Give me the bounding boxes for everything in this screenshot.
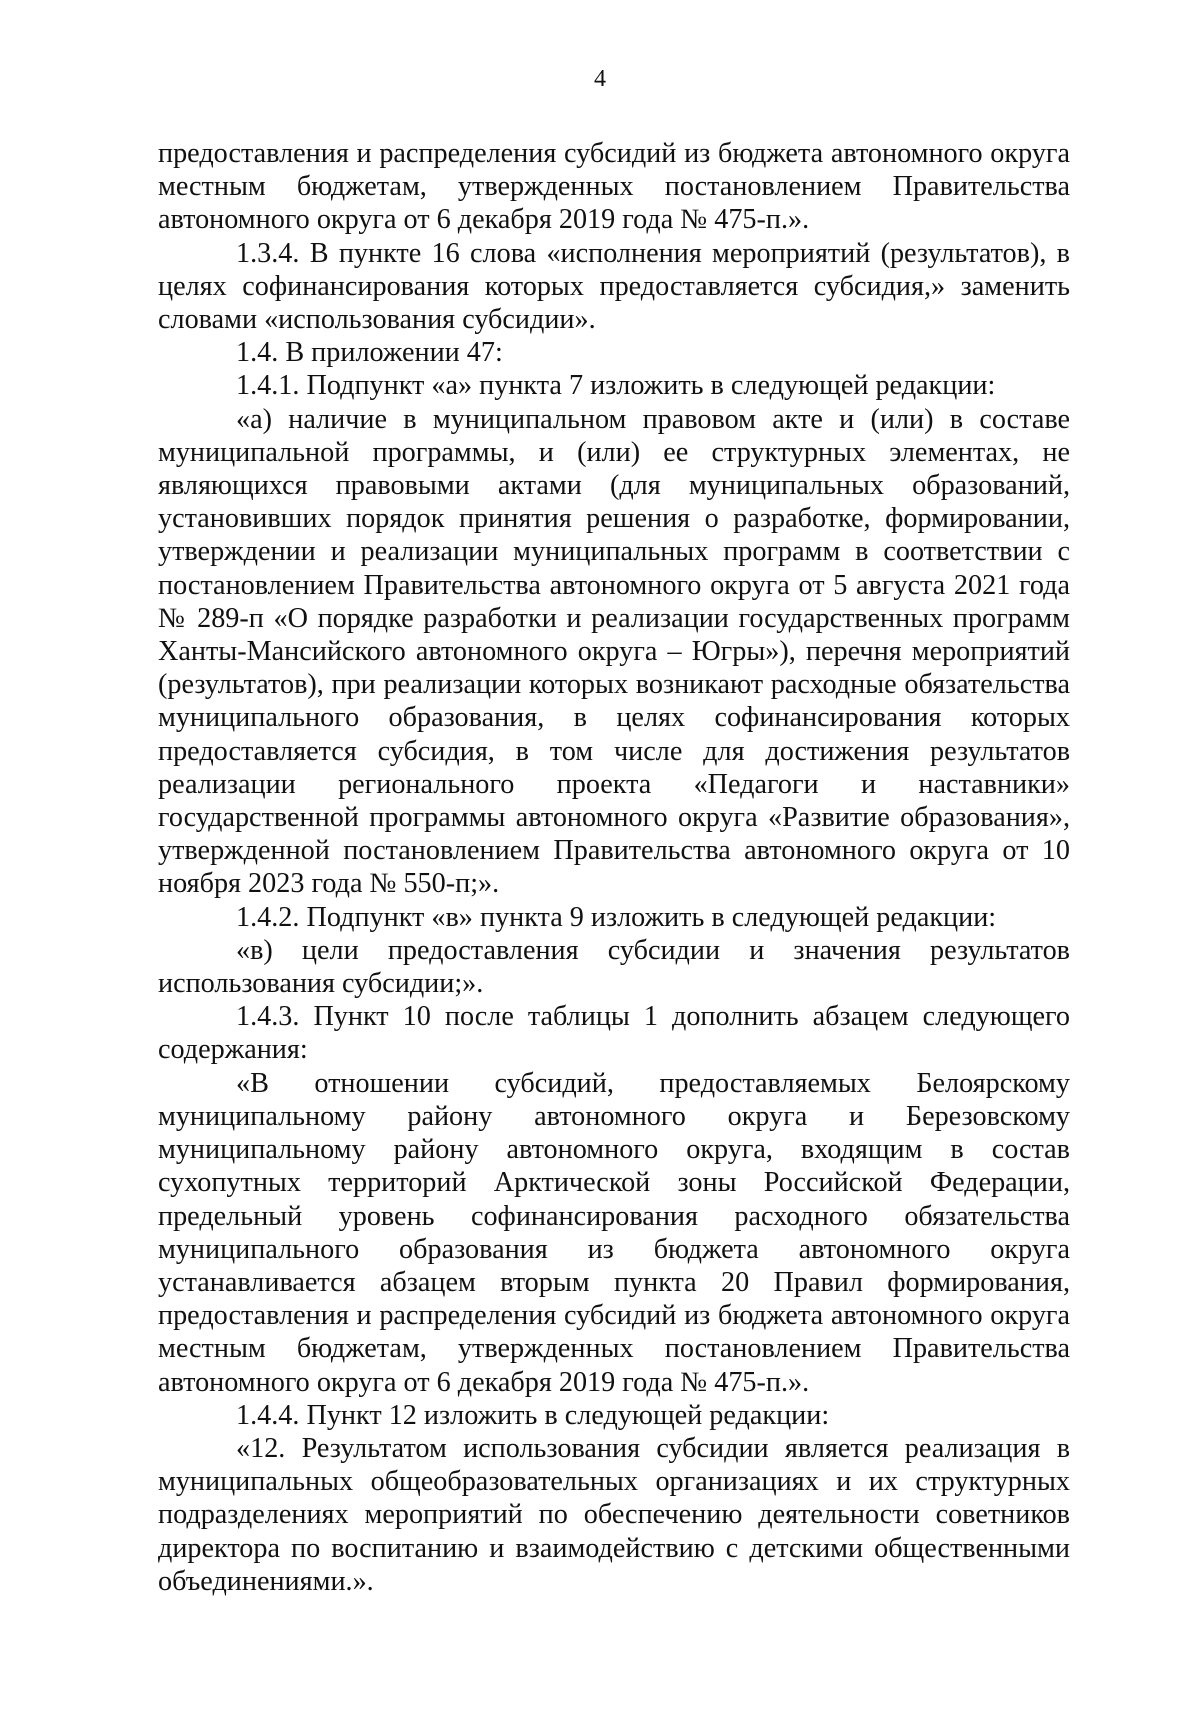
paragraph-1-4-1: 1.4.1. Подпункт «а» пункта 7 изложить в следующей редакции: (236, 370, 996, 402)
paragraph-continuation: предоставления и распределения субсидий из бюджета автономного округа местным бюджетам, утвержденных постановлением Правительства автономного округа от 6 декабря 2019 года № 475-п.». (158, 138, 1070, 236)
page-number: 4 (594, 66, 606, 92)
paragraph-point-12: «12. Результатом использования субсидии является реализация в муниципальных общеобразовательных организациях и их структурных подразделениях мероприятий по обеспечению деятельности советников директора по воспитанию и взаимодействию с детскими общественными объединениями.». (158, 1432, 1070, 1597)
paragraph-subpoint-v: «в) цели предоставления субсидии и значения результатов использования субсидии;». (158, 934, 1070, 1000)
paragraph-subpoint-a: «а) наличие в муниципальном правовом акте и (или) в составе муниципальной программы, и (или) ее структурных элементах, не являющихся правовыми актами (для муниципальных образований, установивших порядок принятия решения о разработке, формировании, утверждении и реализации муниципальных программ в соответствии с постановлением Правительства автономного округа от 5 августа 2021 года № 289-п «О порядке разработки и реализации государственных программ Ханты-Мансийского автономного округа – Югры»), перечня мероприятий (результатов), при реализации которых возникают расходные обязательства муниципального образования, в целях софинансирования которых предоставляется субсидия, в том числе для достижения результатов реализации регионального проекта «Педагоги и наставники» государственной программы автономного округа «Развитие образования», утвержденной постановлением Правительства автономного округа от 10 ноября 2023 года № 550-п;». (158, 403, 1070, 900)
paragraph-1-4: 1.4. В приложении 47: (236, 337, 503, 369)
paragraph-1-3-4: 1.3.4. В пункте 16 слова «исполнения мероприятий (результатов), в целях софинансирования которых предоставляется субсидия,» заменить словами «использования субсидии». (158, 237, 1070, 336)
paragraph-1-4-2: 1.4.2. Подпункт «в» пункта 9 изложить в следующей редакции: (236, 901, 997, 933)
document-body (158, 137, 1070, 1598)
paragraph-1-4-4: 1.4.4. Пункт 12 изложить в следующей редакции: (236, 1399, 830, 1431)
paragraph-arctic-zone: «В отношении субсидий, предоставляемых Белоярскому муниципальному району автономного округа и Березовскому муниципальному району автономного округа, входящим в состав сухопутных территорий Арктической зоны Российской Федерации, предельный уровень софинансирования расходного обязательства муниципального образования из бюджета автономного округа устанавливается абзацем вторым пункта 20 Правил формирования, предоставления и распределения субсидий из бюджета автономного округа местным бюджетам, утвержденных постановлением Правительства автономного округа от 6 декабря 2019 года № 475-п.». (158, 1067, 1070, 1398)
paragraph-1-4-3: 1.4.3. Пункт 10 после таблицы 1 дополнить абзацем следующего содержания: (158, 1001, 1070, 1066)
